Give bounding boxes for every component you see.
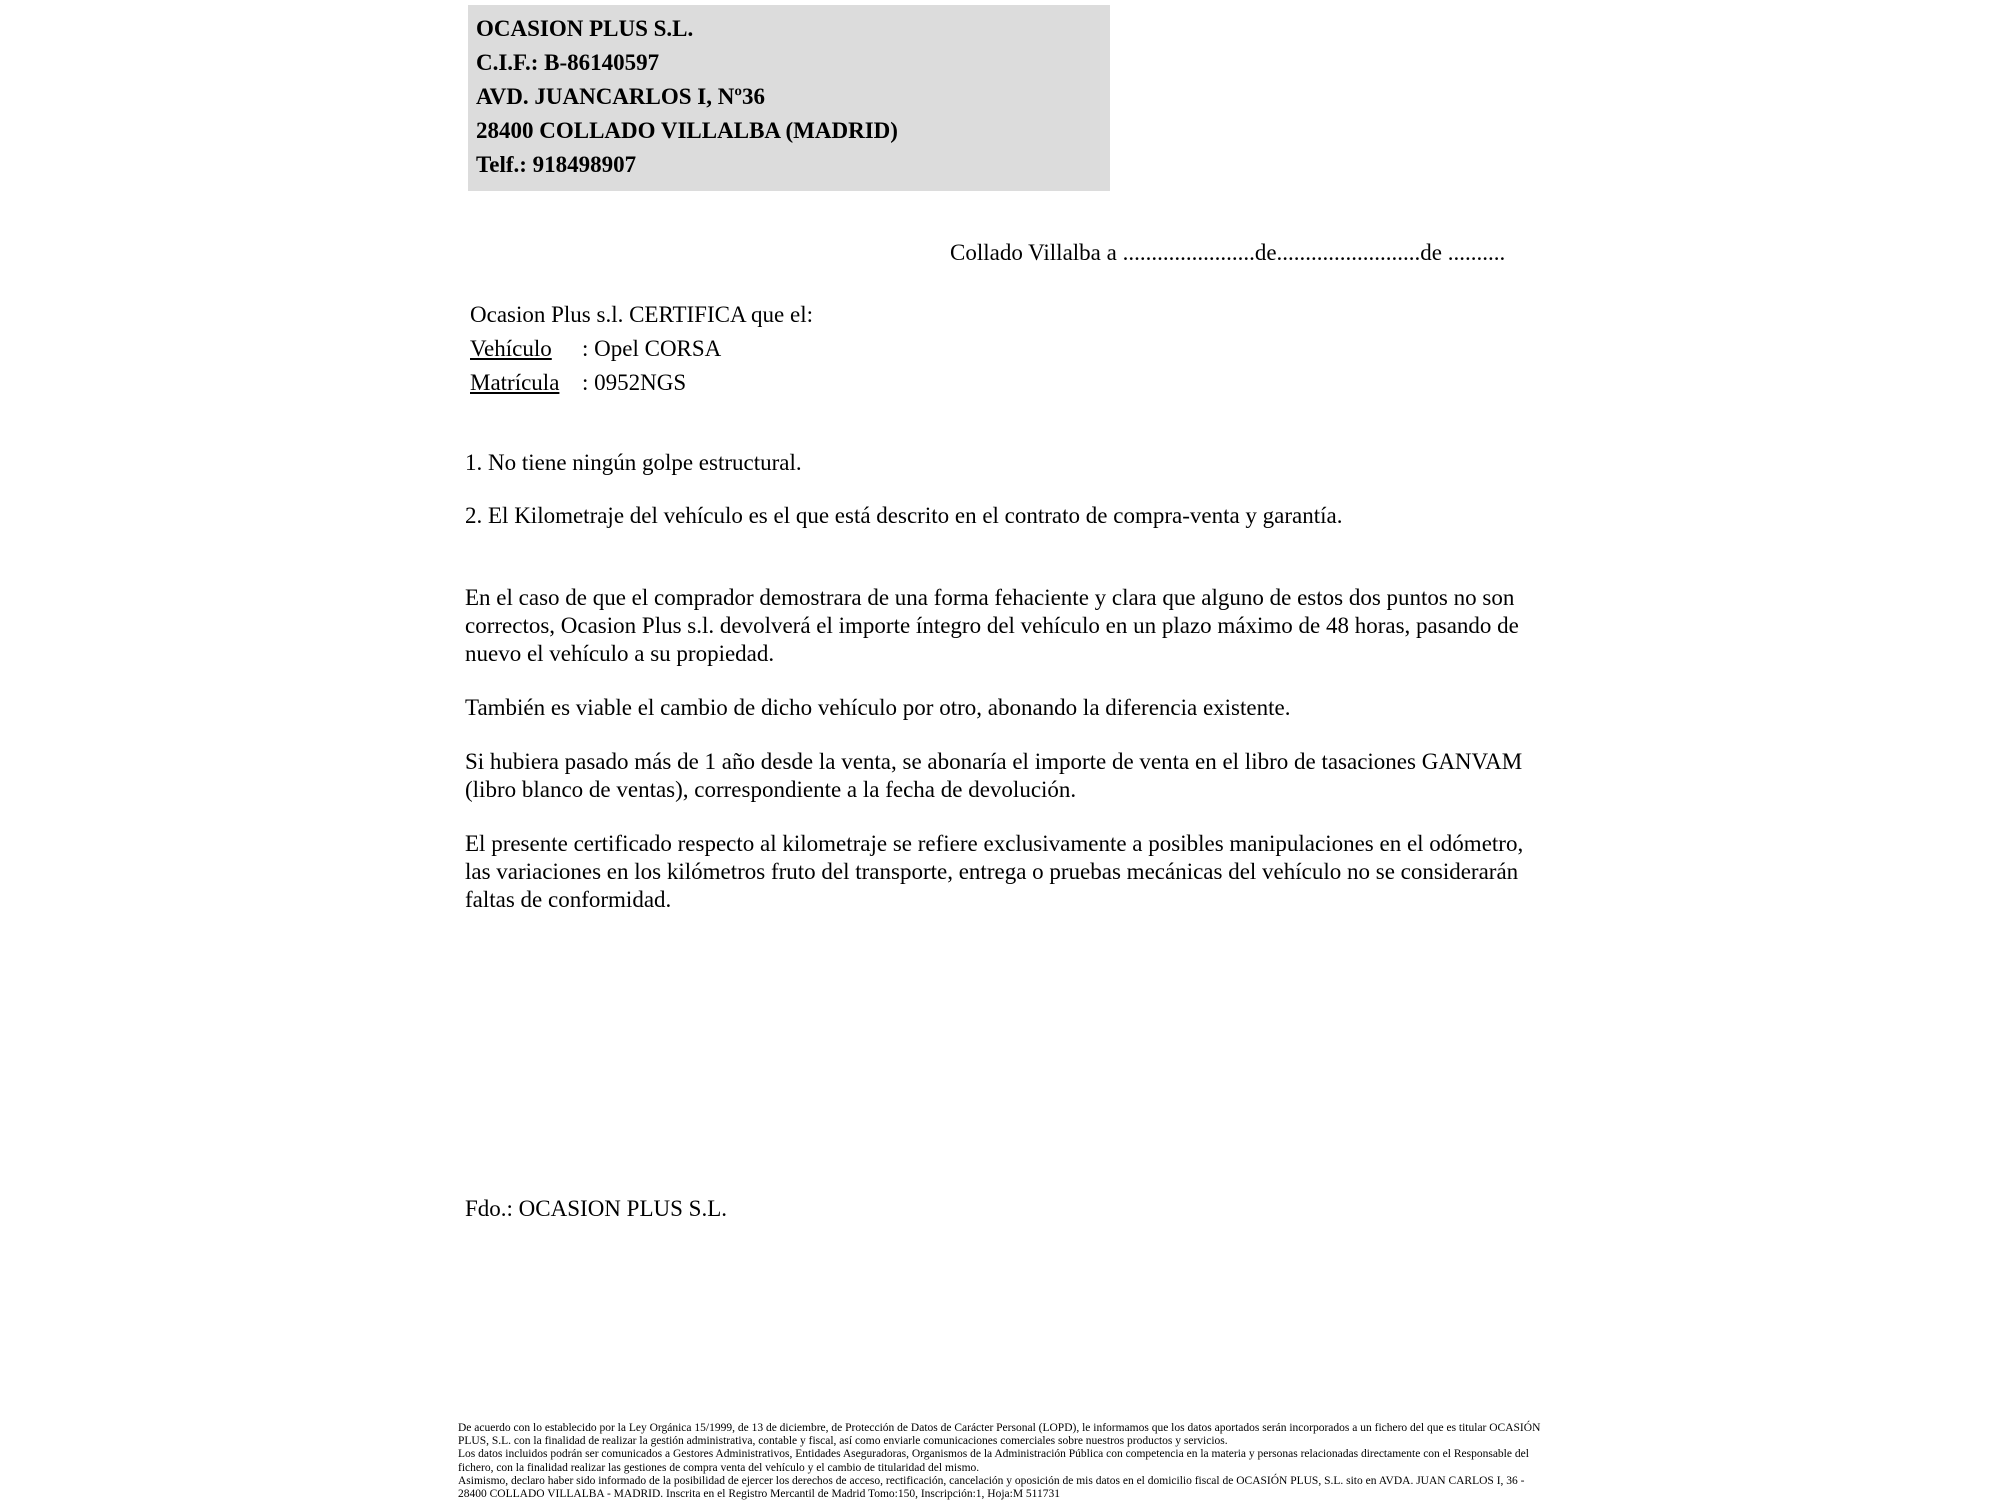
legal-paragraph-rights: Asimismo, declaro haber sido informado de la posibilidad de ejercer los derechos de acceso, rectificación, cancelación y oposición de mis datos en el domicilio fiscal de OCASIÓN PLUS, S.L. sito en AVDA. JUAN CARLOS I, 36 - 28400 COLLADO VILLALBA - MADRID. Inscrita en el Registro Mercantil de Madrid Tomo:150, Inscripción:1, Hoja:M 511731 bbox=[458, 1474, 1525, 1500]
certified-point-2: 2. El Kilometraje del vehículo es el que está descrito en el contrato de compra-venta y garantía. bbox=[465, 503, 1343, 528]
company-city: 28400 COLLADO VILLALBA (MADRID) bbox=[476, 118, 898, 143]
plate-row bbox=[470, 366, 813, 400]
certification-block bbox=[470, 298, 813, 400]
vehicle-value: : Opel CORSA bbox=[582, 336, 722, 361]
paragraph-ganvam: Si hubiera pasado más de 1 año desde la venta, se abonaría el importe de venta en el libro de tasaciones GANVAM (libro blanco de ventas), correspondiente a la fecha de devolución. bbox=[465, 749, 1523, 802]
paragraph-odometer: El presente certificado respecto al kilometraje se refiere exclusivamente a posibles manipulaciones en el odómetro, las variaciones en los kilómetros fruto del transporte, entrega o pruebas mecánicas del vehículo no se considerarán faltas de conformidad. bbox=[465, 831, 1524, 912]
body-paragraphs bbox=[465, 584, 1537, 940]
certify-intro: Ocasion Plus s.l. CERTIFICA que el: bbox=[470, 302, 813, 327]
plate-value: : 0952NGS bbox=[582, 370, 687, 395]
paragraph-exchange: También es viable el cambio de dicho vehículo por otro, abonando la diferencia existente. bbox=[465, 695, 1291, 720]
company-phone: Telf.: 918498907 bbox=[476, 152, 637, 177]
plate-label: Matrícula bbox=[470, 370, 560, 395]
company-name: OCASION PLUS S.L. bbox=[476, 16, 694, 41]
legal-paragraph-data-sharing: Los datos incluidos podrán ser comunicados a Gestores Administrativos, Entidades Aseguradoras, Organismos de la Administración Pública con competencia en la materia y personas relacionadas directamente con el Responsable del fichero, con la finalidad realizar las gestiones de compra venta del vehículo y el cambio de titularidad del mismo. bbox=[458, 1448, 1529, 1474]
company-cif: C.I.F.: B-86140597 bbox=[476, 50, 660, 75]
vehicle-row bbox=[470, 332, 813, 366]
company-header bbox=[468, 5, 1110, 191]
date-line: Collado Villalba a .......................de.........................de .......... bbox=[950, 240, 1506, 265]
legal-paragraph-lopd: De acuerdo con lo establecido por la Ley Orgánica 15/1999, de 13 de diciembre, de Protección de Datos de Carácter Personal (LOPD), le informamos que los datos aportados serán incorporados a un fichero del que es titular OCASIÓN PLUS, S.L. con la finalidad de realizar la gestión administrativa, contable y fiscal, así como enviarle comunicaciones comerciales sobre nuestros productos y servicios. bbox=[458, 1422, 1541, 1448]
company-address: AVD. JUANCARLOS I, Nº36 bbox=[476, 84, 765, 109]
vehicle-label: Vehículo bbox=[470, 336, 552, 361]
paragraph-refund: En el caso de que el comprador demostrara de una forma fehaciente y clara que alguno de estos dos puntos no son correctos, Ocasion Plus s.l. devolverá el importe íntegro del vehículo en un plazo máximo de 48 horas, pasando de nuevo el vehículo a su propiedad. bbox=[465, 585, 1519, 666]
legal-footer bbox=[458, 1422, 1546, 1500]
certified-point-1: 1. No tiene ningún golpe estructural. bbox=[465, 450, 802, 475]
signature-line: Fdo.: OCASION PLUS S.L. bbox=[465, 1196, 727, 1221]
